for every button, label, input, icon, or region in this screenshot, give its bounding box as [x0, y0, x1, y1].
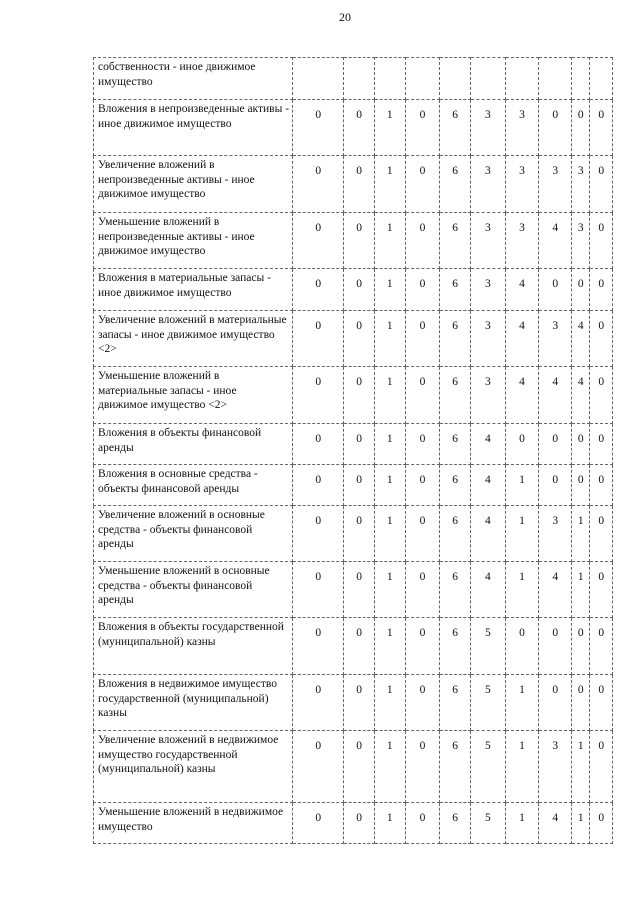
code-digit-cell: 3	[572, 156, 590, 213]
account-name-cell: Уменьшение вложений в непроизведенные активы - иное движимое имущество	[94, 213, 293, 269]
code-digit-cell: 0	[505, 618, 539, 675]
code-digit-cell: 0	[405, 803, 440, 844]
code-digit-cell: 6	[440, 311, 471, 367]
code-digit-cell: 0	[539, 100, 572, 156]
code-digit-cell: 3	[505, 156, 539, 213]
code-digit-cell: 3	[572, 213, 590, 269]
code-digit-cell: 1	[374, 506, 405, 562]
code-digit-cell: 0	[590, 269, 613, 311]
code-digit-cell: 0	[590, 465, 613, 506]
code-digit-cell: 6	[440, 100, 471, 156]
code-digit-cell: 3	[470, 213, 505, 269]
code-digit-cell	[405, 58, 440, 100]
code-digit-cell: 0	[293, 803, 344, 844]
code-digit-cell: 0	[572, 675, 590, 731]
code-digit-cell: 0	[344, 269, 375, 311]
code-digit-cell: 0	[590, 156, 613, 213]
code-digit-cell: 6	[440, 213, 471, 269]
account-name-cell: Уменьшение вложений в основные средства - объекты финансовой аренды	[94, 562, 293, 618]
code-digit-cell: 0	[405, 562, 440, 618]
code-digit-cell: 4	[572, 367, 590, 424]
code-digit-cell: 0	[539, 675, 572, 731]
code-digit-cell: 1	[505, 506, 539, 562]
code-digit-cell: 3	[505, 213, 539, 269]
code-digit-cell: 0	[293, 562, 344, 618]
code-digit-cell: 1	[374, 731, 405, 803]
account-name-cell: Увеличение вложений в непроизведенные активы - иное движимое имущество	[94, 156, 293, 213]
code-digit-cell: 0	[590, 100, 613, 156]
code-digit-cell: 0	[293, 465, 344, 506]
code-digit-cell: 4	[539, 803, 572, 844]
code-digit-cell: 0	[405, 269, 440, 311]
code-digit-cell: 0	[405, 156, 440, 213]
code-digit-cell: 0	[293, 731, 344, 803]
code-digit-cell: 0	[505, 424, 539, 465]
code-digit-cell: 0	[344, 100, 375, 156]
code-digit-cell: 3	[470, 269, 505, 311]
code-digit-cell: 0	[405, 618, 440, 675]
account-name-cell: Вложения в недвижимое имущество государственной (муниципальной) казны	[94, 675, 293, 731]
code-digit-cell: 4	[539, 213, 572, 269]
code-digit-cell: 0	[405, 424, 440, 465]
code-digit-cell: 1	[505, 675, 539, 731]
code-digit-cell: 6	[440, 731, 471, 803]
code-digit-cell: 0	[572, 465, 590, 506]
table-row	[94, 58, 613, 100]
account-name-cell: Вложения в объекты финансовой аренды	[94, 424, 293, 465]
code-digit-cell	[470, 58, 505, 100]
code-digit-cell: 0	[590, 618, 613, 675]
code-digit-cell: 1	[374, 269, 405, 311]
table-row	[94, 213, 613, 269]
account-name-cell: Увеличение вложений в основные средства - объекты финансовой аренды	[94, 506, 293, 562]
table-row	[94, 675, 613, 731]
code-digit-cell: 1	[572, 562, 590, 618]
code-digit-cell: 0	[344, 675, 375, 731]
page-number: 20	[339, 10, 351, 24]
code-digit-cell: 0	[590, 367, 613, 424]
code-digit-cell: 5	[470, 803, 505, 844]
code-digit-cell: 6	[440, 269, 471, 311]
code-digit-cell: 4	[505, 311, 539, 367]
code-digit-cell: 0	[293, 213, 344, 269]
code-digit-cell: 4	[470, 465, 505, 506]
code-digit-cell: 1	[374, 311, 405, 367]
code-digit-cell: 3	[539, 506, 572, 562]
table-row	[94, 367, 613, 424]
code-digit-cell: 0	[344, 562, 375, 618]
account-name-cell: Вложения в материальные запасы - иное движимое имущество	[94, 269, 293, 311]
code-digit-cell	[539, 58, 572, 100]
code-digit-cell	[590, 58, 613, 100]
code-digit-cell: 3	[470, 156, 505, 213]
code-digit-cell: 1	[505, 465, 539, 506]
code-digit-cell: 0	[572, 269, 590, 311]
code-digit-cell: 3	[539, 156, 572, 213]
code-digit-cell: 6	[440, 803, 471, 844]
code-digit-cell: 0	[405, 465, 440, 506]
table-row	[94, 618, 613, 675]
code-digit-cell: 6	[440, 675, 471, 731]
code-digit-cell: 1	[374, 465, 405, 506]
code-digit-cell: 0	[590, 731, 613, 803]
table-row	[94, 100, 613, 156]
code-digit-cell: 1	[374, 803, 405, 844]
code-digit-cell: 6	[440, 424, 471, 465]
account-name-cell: Вложения в непроизведенные активы - иное движимое имущество	[94, 100, 293, 156]
account-name-cell: Уменьшение вложений в недвижимое имущество	[94, 803, 293, 844]
code-digit-cell: 1	[374, 618, 405, 675]
code-digit-cell: 0	[344, 213, 375, 269]
code-digit-cell: 1	[572, 803, 590, 844]
code-digit-cell: 0	[539, 269, 572, 311]
code-digit-cell	[293, 58, 344, 100]
code-digit-cell	[440, 58, 471, 100]
table-row	[94, 803, 613, 844]
table-row	[94, 424, 613, 465]
table-row	[94, 465, 613, 506]
code-digit-cell: 1	[572, 506, 590, 562]
code-digit-cell: 3	[470, 367, 505, 424]
code-digit-cell: 5	[470, 731, 505, 803]
table-row	[94, 506, 613, 562]
code-digit-cell	[344, 58, 375, 100]
code-digit-cell: 0	[539, 618, 572, 675]
code-digit-cell: 0	[344, 506, 375, 562]
account-name-cell: Вложения в основные средства - объекты финансовой аренды	[94, 465, 293, 506]
code-digit-cell: 0	[572, 100, 590, 156]
code-digit-cell: 1	[505, 731, 539, 803]
code-digit-cell: 0	[590, 803, 613, 844]
code-digit-cell: 3	[539, 731, 572, 803]
account-name-cell: Уменьшение вложений в материальные запасы - иное движимое имущество <2>	[94, 367, 293, 424]
code-digit-cell: 4	[470, 506, 505, 562]
code-digit-cell: 4	[539, 367, 572, 424]
code-digit-cell: 0	[344, 156, 375, 213]
code-digit-cell: 0	[590, 506, 613, 562]
code-digit-cell: 4	[470, 424, 505, 465]
code-digit-cell: 0	[293, 367, 344, 424]
code-digit-cell: 0	[405, 367, 440, 424]
code-digit-cell	[374, 58, 405, 100]
code-digit-cell: 0	[293, 100, 344, 156]
table-row	[94, 311, 613, 367]
table-row	[94, 562, 613, 618]
code-digit-cell: 4	[572, 311, 590, 367]
account-name-cell: Увеличение вложений в материальные запасы - иное движимое имущество <2>	[94, 311, 293, 367]
code-digit-cell: 5	[470, 618, 505, 675]
code-digit-cell: 0	[293, 269, 344, 311]
code-digit-cell: 4	[505, 367, 539, 424]
code-digit-cell: 1	[374, 100, 405, 156]
code-digit-cell: 3	[470, 100, 505, 156]
code-digit-cell: 6	[440, 618, 471, 675]
code-digit-cell: 0	[344, 424, 375, 465]
code-digit-cell: 0	[293, 675, 344, 731]
code-digit-cell: 6	[440, 156, 471, 213]
code-digit-cell: 4	[470, 562, 505, 618]
code-digit-cell: 1	[374, 213, 405, 269]
code-digit-cell: 6	[440, 506, 471, 562]
code-digit-cell: 1	[374, 367, 405, 424]
code-digit-cell: 6	[440, 465, 471, 506]
table-row	[94, 731, 613, 803]
code-digit-cell: 0	[590, 675, 613, 731]
account-name-cell: собственности - иное движимое имущество	[94, 58, 293, 100]
code-digit-cell: 0	[405, 675, 440, 731]
code-digit-cell: 1	[572, 731, 590, 803]
code-digit-cell: 1	[505, 562, 539, 618]
code-digit-cell: 0	[590, 311, 613, 367]
code-digit-cell: 0	[590, 562, 613, 618]
code-digit-cell: 0	[405, 213, 440, 269]
code-digit-cell	[572, 58, 590, 100]
code-digit-cell	[505, 58, 539, 100]
code-digit-cell: 0	[293, 156, 344, 213]
code-digit-cell: 0	[293, 618, 344, 675]
table-row	[94, 269, 613, 311]
code-digit-cell: 5	[470, 675, 505, 731]
code-digit-cell: 0	[344, 803, 375, 844]
code-digit-cell: 1	[374, 562, 405, 618]
code-digit-cell: 0	[405, 100, 440, 156]
code-digit-cell: 0	[344, 311, 375, 367]
code-digit-cell: 0	[405, 506, 440, 562]
code-digit-cell: 0	[344, 731, 375, 803]
code-digit-cell: 0	[293, 506, 344, 562]
code-digit-cell: 6	[440, 562, 471, 618]
code-digit-cell: 0	[590, 213, 613, 269]
code-digit-cell: 4	[539, 562, 572, 618]
code-digit-cell: 1	[374, 156, 405, 213]
code-digit-cell: 3	[470, 311, 505, 367]
code-digit-cell: 0	[293, 311, 344, 367]
code-digit-cell: 1	[374, 675, 405, 731]
code-digit-cell: 0	[590, 424, 613, 465]
code-digit-cell: 0	[405, 731, 440, 803]
code-digit-cell: 3	[539, 311, 572, 367]
code-digit-cell: 4	[505, 269, 539, 311]
account-code-table	[93, 57, 613, 844]
code-digit-cell: 0	[344, 367, 375, 424]
code-digit-cell: 0	[572, 424, 590, 465]
account-name-cell: Вложения в объекты государственной (муниципальной) казны	[94, 618, 293, 675]
code-digit-cell: 0	[572, 618, 590, 675]
code-digit-cell: 1	[505, 803, 539, 844]
code-digit-cell: 0	[293, 424, 344, 465]
table-row	[94, 156, 613, 213]
code-digit-cell: 0	[539, 465, 572, 506]
code-digit-cell: 0	[405, 311, 440, 367]
code-digit-cell: 0	[344, 618, 375, 675]
code-digit-cell: 0	[344, 465, 375, 506]
code-digit-cell: 6	[440, 367, 471, 424]
code-digit-cell: 0	[539, 424, 572, 465]
account-name-cell: Увеличение вложений в недвижимое имущество государственной (муниципальной) казны	[94, 731, 293, 803]
code-digit-cell: 3	[505, 100, 539, 156]
code-digit-cell: 1	[374, 424, 405, 465]
